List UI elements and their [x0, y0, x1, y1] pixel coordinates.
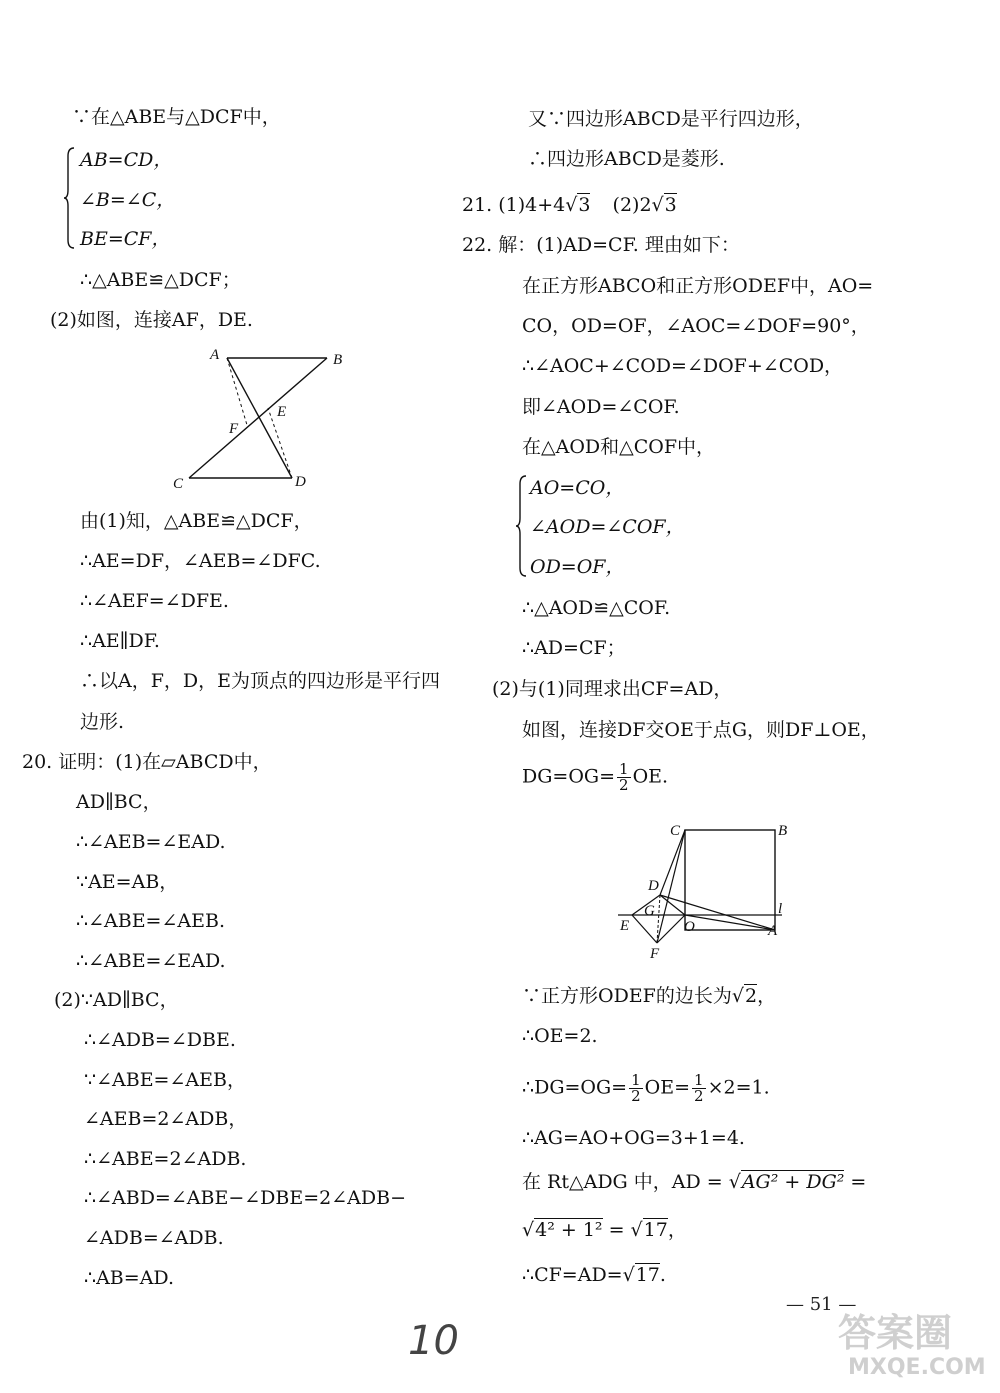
text-line: ∴∠ABD=∠ABE−∠DBE=2∠ADB−: [84, 1187, 406, 1209]
segment-bc: [189, 358, 327, 478]
text-line: 又∵四边形ABCD是平行四边形，: [528, 108, 814, 130]
text-line: ∴AE=DF，∠AEB=∠DFC.: [80, 550, 321, 572]
text-line: ∴AG=AO+OG=3+1=4.: [522, 1127, 745, 1149]
label-l: l: [778, 901, 783, 917]
label-a: A: [768, 923, 778, 939]
system-brace: [516, 474, 526, 578]
text-line: ∴DG=OG= $\frac{1}{2}$ OE= $\frac{1}{2}$ ×2=1.: [522, 1071, 770, 1105]
geometry-figure-parallelogram: [165, 340, 355, 500]
text-line: ∵AE=AB，: [76, 871, 179, 893]
label-e: E: [277, 404, 287, 420]
text-line: AD∥BC，: [76, 791, 162, 813]
text-line: 即∠AOD=∠COF.: [522, 396, 680, 418]
label-o: O: [684, 919, 695, 935]
text-line: √4² + 1² = √17，: [522, 1219, 687, 1241]
label-d: D: [648, 878, 659, 894]
geometry-figure-squares: [610, 815, 810, 965]
text-line: ∴∠AOC+∠COD=∠DOF+∠COD，: [522, 355, 844, 377]
text-line: ∴∠ADB=∠DBE.: [84, 1029, 236, 1051]
label-c: C: [173, 476, 184, 492]
label-e: E: [620, 918, 630, 934]
text-line: CO，OD=OF，∠AOC=∠DOF=90°，: [522, 315, 870, 337]
text-line: ∴AB=AD.: [84, 1267, 175, 1289]
label-d: D: [295, 474, 306, 490]
text-line: ∴∠ABE=2∠ADB.: [84, 1148, 247, 1170]
text-line: ∴OE=2.: [522, 1025, 598, 1047]
text-line: ∴△ABE≌△DCF；: [80, 269, 241, 291]
text-line: ∴CF=AD=√17.: [522, 1264, 666, 1286]
system-brace: [64, 146, 74, 250]
text-line: ∠ADB=∠ADB.: [84, 1227, 224, 1249]
text-line: 21. (1)4+4√3 (2)2√3: [462, 194, 677, 216]
page-number: — 51 —: [786, 1294, 857, 1315]
segment-of: [657, 915, 685, 943]
segment-ef: [632, 915, 657, 943]
text-line: ∠AEB=2∠ADB，: [84, 1108, 248, 1130]
text-line: OD=OF，: [530, 556, 625, 578]
text-line: ∴∠AEF=∠DFE.: [80, 590, 229, 612]
text-line: ∴AD=CF；: [522, 637, 626, 659]
text-line: ∴以A，F，D，E为顶点的四边形是平行四: [80, 670, 441, 692]
text-line: (2)如图，连接AF，DE.: [50, 309, 253, 331]
segment-oa: [685, 915, 775, 930]
text-line: 在 Rt△ADG 中，AD = √AG² + DG² =: [522, 1171, 867, 1193]
text-line: BE=CF，: [80, 228, 171, 250]
label-b: B: [333, 352, 343, 368]
text-line: ∠B=∠C，: [80, 189, 176, 211]
segment-do: [660, 895, 685, 915]
text-line: ∵∠ABE=∠AEB，: [84, 1069, 246, 1091]
text-line: 由(1)知，△ABE≌△DCF，: [80, 510, 313, 532]
text-line: ∴四边形ABCD是菱形.: [528, 148, 725, 170]
handwritten-mark: 10: [408, 1318, 459, 1364]
text-line: 如图，连接DF交OE于点G，则DF⊥OE，: [522, 719, 880, 741]
text-line: 在正方形ABCO和正方形ODEF中，AO=: [522, 275, 874, 297]
text-line: (2)∵AD∥BC，: [54, 989, 179, 1011]
watermark-url: MXQE.COM: [848, 1355, 986, 1380]
segment-cf: [657, 830, 685, 943]
label-f: F: [650, 946, 660, 962]
text-line: ∵正方形ODEF的边长为√2，: [522, 985, 777, 1007]
label-b: B: [778, 823, 788, 839]
segment-af: [227, 358, 247, 425]
text-line: 20. 证明：(1)在▱ABCD中，: [22, 751, 272, 773]
label-f: F: [229, 421, 239, 437]
text-line: 边形.: [80, 711, 125, 733]
segment-da: [660, 895, 775, 930]
text-line: ∴AE∥DF.: [80, 630, 160, 652]
label-c: C: [670, 823, 681, 839]
label-a: A: [210, 347, 220, 363]
text-line: AB=CD，: [80, 149, 173, 171]
text-line: ∴△AOD≌△COF.: [522, 597, 671, 619]
text-line: DG=OG= $\frac{1}{2}$ OE.: [522, 760, 669, 794]
text-line: 在△AOD和△COF中，: [522, 436, 716, 458]
text-line: ∵在△ABE与△DCF中，: [72, 106, 281, 128]
text-line: 22. 解：(1)AD=CF. 理由如下：: [462, 234, 740, 256]
text-line: ∴∠AEB=∠EAD.: [76, 831, 226, 853]
text-line: ∴∠ABE=∠EAD.: [76, 950, 226, 972]
text-line: ∴∠ABE=∠AEB.: [76, 910, 225, 932]
label-g: G: [644, 903, 655, 919]
segment-cd: [660, 830, 685, 895]
text-line: AO=CO，: [530, 477, 625, 499]
watermark-logo: 答案圈: [838, 1311, 953, 1355]
text-line: (2)与(1)同理求出CF=AD，: [492, 678, 733, 700]
text-line: ∠AOD=∠COF，: [530, 516, 685, 538]
